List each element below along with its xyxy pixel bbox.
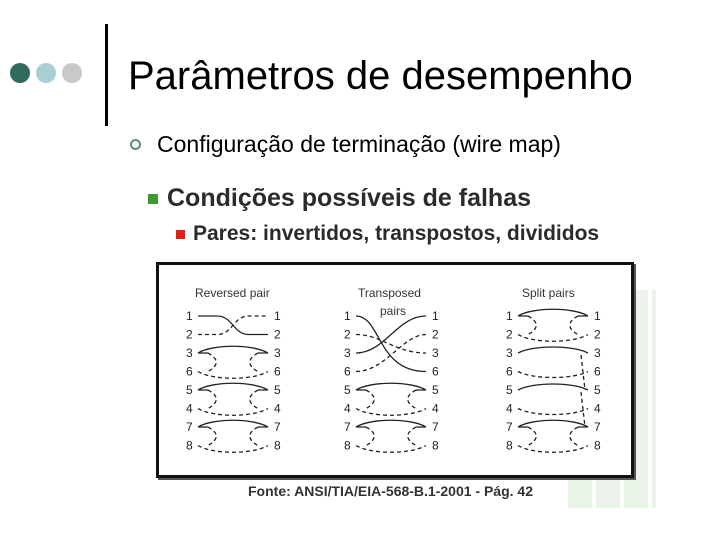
pin-label-left-transposed: 6 xyxy=(344,364,351,379)
pin-label-right-transposed: 6 xyxy=(432,364,439,379)
wire-reversed-cross xyxy=(198,316,268,335)
pin-label-left-transposed: 5 xyxy=(344,383,351,397)
pin-label-right-split: 2 xyxy=(594,327,601,342)
pin-label-right-split: 1 xyxy=(594,309,601,323)
pin-label-right-transposed: 7 xyxy=(432,420,439,434)
wire-pair-twist xyxy=(366,390,374,409)
pin-label-right-reversed: 1 xyxy=(274,309,281,323)
pin-label-right-split: 5 xyxy=(594,383,601,397)
wire-pair xyxy=(356,383,426,390)
wire-transposed xyxy=(356,335,426,372)
wire-pair xyxy=(198,420,268,427)
wire-transposed xyxy=(356,316,426,372)
pin-label-left-split: 7 xyxy=(506,420,513,434)
wire-split xyxy=(518,372,588,378)
dot-dark xyxy=(10,63,30,83)
wire-pair-twist xyxy=(250,390,258,409)
column-title-transposed: Transposed xyxy=(358,286,421,300)
wire-pair-twist xyxy=(408,427,416,446)
wire-pair xyxy=(198,346,268,353)
wire-split-cross xyxy=(581,392,585,427)
wire-split xyxy=(518,384,588,390)
pin-label-right-split: 4 xyxy=(594,401,601,416)
title-divider xyxy=(105,24,108,126)
column-title-split: Split pairs xyxy=(522,286,575,300)
pin-label-left-transposed: 1 xyxy=(344,309,351,323)
wire-pair-twist xyxy=(250,353,258,372)
figure-caption: Fonte: ANSI/TIA/EIA-568-B.1-2001 - Pág. 42 xyxy=(248,483,533,499)
wire-pair-twist xyxy=(528,427,536,446)
pin-label-left-reversed: 5 xyxy=(186,383,193,397)
wire-pair xyxy=(518,446,588,453)
pin-label-right-reversed: 7 xyxy=(274,420,281,434)
pin-label-right-transposed: 3 xyxy=(432,346,439,360)
pin-label-left-reversed: 2 xyxy=(186,327,193,342)
wire-pair-twist xyxy=(208,390,216,409)
wire-pair-twist xyxy=(408,390,416,409)
wire-pair-twist xyxy=(208,427,216,446)
pin-label-right-transposed: 2 xyxy=(432,327,439,342)
pin-label-left-split: 8 xyxy=(506,438,513,453)
pin-label-right-reversed: 2 xyxy=(274,327,281,342)
pin-label-left-reversed: 4 xyxy=(186,401,193,416)
wire-pair-twist xyxy=(250,427,258,446)
wire-pair xyxy=(518,335,588,342)
wire-split xyxy=(518,409,588,415)
pin-label-right-transposed: 1 xyxy=(432,309,439,323)
figure-heading: Condições possíveis de falhas xyxy=(167,184,532,212)
wire-pair-twist xyxy=(366,427,374,446)
pin-label-right-transposed: 4 xyxy=(432,401,439,416)
wire-pair xyxy=(518,420,588,427)
pin-label-left-split: 5 xyxy=(506,383,513,397)
wire-pair xyxy=(198,446,268,453)
wire-pair xyxy=(356,409,426,416)
pin-label-left-reversed: 8 xyxy=(186,438,193,453)
wire-pair xyxy=(198,372,268,379)
wire-pair-twist xyxy=(570,427,578,446)
wire-transposed xyxy=(356,316,426,353)
pin-label-right-reversed: 8 xyxy=(274,438,281,453)
pin-label-right-reversed: 3 xyxy=(274,346,281,360)
pin-label-left-transposed: 2 xyxy=(344,327,351,342)
pin-label-right-split: 3 xyxy=(594,346,601,360)
wire-transposed xyxy=(356,335,426,354)
wire-diagram xyxy=(140,180,660,510)
dot-light-blue xyxy=(36,63,56,83)
wire-pair xyxy=(356,446,426,453)
wire-pair xyxy=(518,309,588,316)
pin-label-left-transposed: 4 xyxy=(344,401,351,416)
bullet-circle-icon xyxy=(130,139,141,150)
wire-pair-twist xyxy=(208,353,216,372)
pin-label-left-transposed: 3 xyxy=(344,346,351,360)
pin-label-right-reversed: 6 xyxy=(274,364,281,379)
decorative-dots xyxy=(10,63,82,83)
pin-label-left-transposed: 8 xyxy=(344,438,351,453)
wire-map-figure xyxy=(140,180,660,510)
bullet-text: Configuração de terminação (wire map) xyxy=(157,131,561,157)
figure-subheading: Pares: invertidos, transpostos, divididos xyxy=(193,222,600,245)
wire-pair xyxy=(198,383,268,390)
wire-pair xyxy=(198,409,268,416)
pin-label-left-split: 2 xyxy=(506,327,513,342)
pin-label-right-transposed: 8 xyxy=(432,438,439,453)
wire-pair-twist xyxy=(528,316,536,335)
wire-pair xyxy=(356,420,426,427)
wire-split-cross xyxy=(581,355,585,390)
pin-label-right-split: 7 xyxy=(594,420,601,434)
pin-label-right-transposed: 5 xyxy=(432,383,439,397)
pin-label-left-split: 1 xyxy=(506,309,513,323)
pin-label-left-transposed: 7 xyxy=(344,420,351,434)
slide-title: Parâmetros de desempenho xyxy=(128,54,633,98)
wire-split xyxy=(518,347,588,353)
wire-pair-twist xyxy=(570,316,578,335)
pin-label-right-reversed: 5 xyxy=(274,383,281,397)
pin-label-left-split: 4 xyxy=(506,401,513,416)
pin-label-right-reversed: 4 xyxy=(274,401,281,416)
pin-label-left-reversed: 7 xyxy=(186,420,193,434)
pin-label-left-reversed: 6 xyxy=(186,364,193,379)
pin-label-right-split: 6 xyxy=(594,364,601,379)
pin-label-right-split: 8 xyxy=(594,438,601,453)
column-title-reversed: Reversed pair xyxy=(195,286,270,300)
dot-gray xyxy=(62,63,82,83)
pin-label-left-split: 3 xyxy=(506,346,513,360)
column-subtitle-transposed: pairs xyxy=(380,304,407,318)
pin-label-left-split: 6 xyxy=(506,364,513,379)
pin-label-left-reversed: 1 xyxy=(186,309,193,323)
pin-label-left-reversed: 3 xyxy=(186,346,193,360)
